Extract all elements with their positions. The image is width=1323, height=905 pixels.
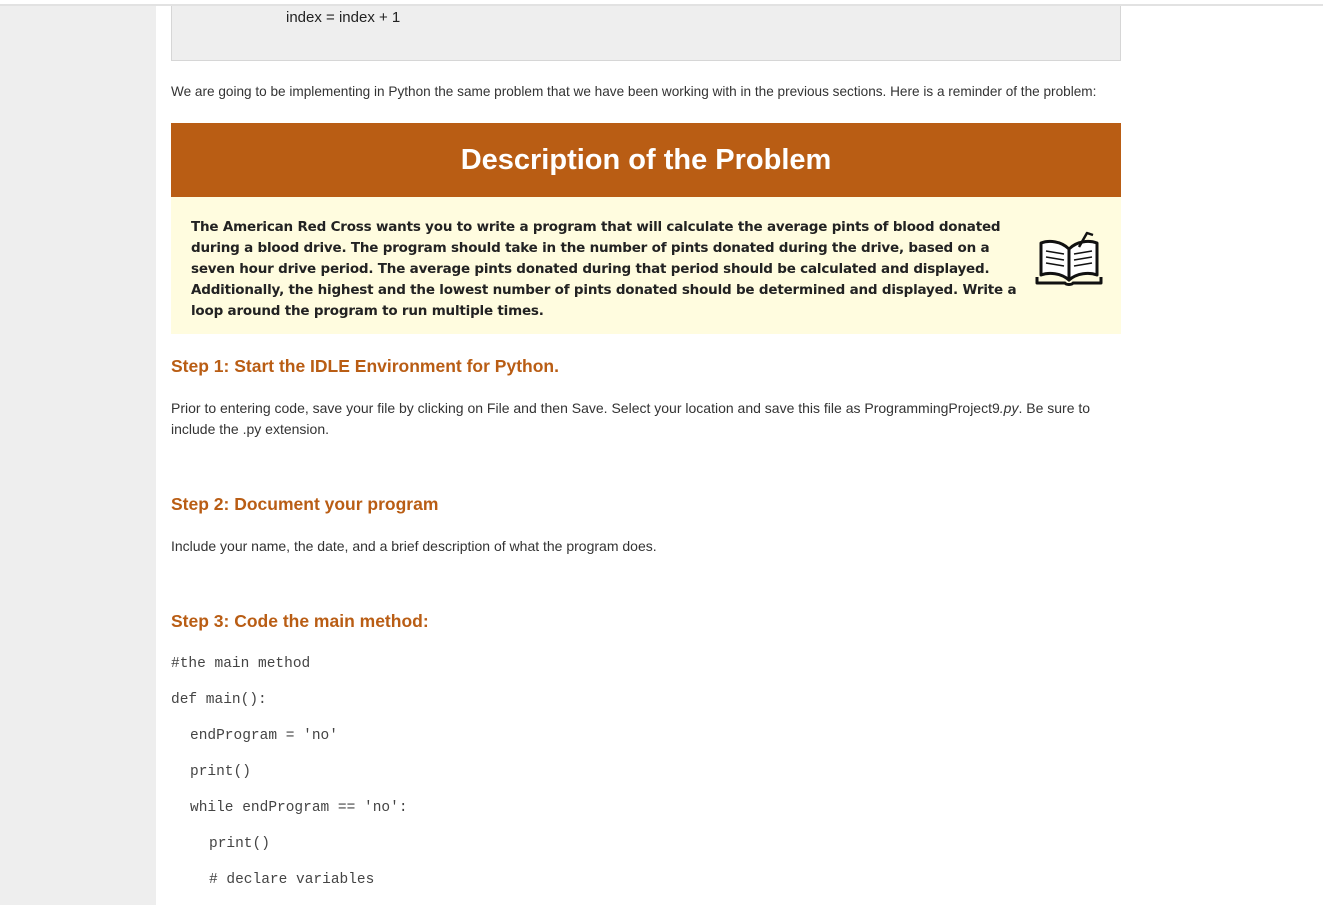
code-line: while endProgram == 'no':	[190, 800, 408, 816]
page-content	[156, 6, 1323, 905]
step-3-heading: Step 3: Code the main method:	[171, 611, 429, 631]
left-gutter	[0, 6, 156, 905]
open-book-icon	[1035, 227, 1103, 287]
step-1-text-after: . Be sure to include the .py extension.	[171, 400, 1091, 437]
problem-description-box	[171, 197, 1121, 334]
code-line-index-increment: index = index + 1	[286, 9, 401, 26]
code-line: endProgram = 'no'	[190, 728, 338, 744]
step-1-heading: Step 1: Start the IDLE Environment for Python.	[171, 356, 559, 376]
step-2-heading: Step 2: Document your program	[171, 494, 439, 514]
code-line: #the main method	[171, 656, 311, 672]
problem-title: Description of the Problem	[171, 123, 1121, 197]
step-1-text-before: Prior to entering code, save your file by clicking on File and then Save. Select your location and save this file as ProgrammingProject9	[171, 400, 1000, 416]
step-1-text-extension: .py	[999, 400, 1019, 416]
code-line: def main():	[171, 692, 267, 708]
code-block-top	[171, 6, 1121, 61]
code-line: # declare variables	[209, 872, 375, 888]
code-line: print()	[190, 764, 251, 780]
step-1-paragraph	[171, 398, 1101, 440]
intro-paragraph: We are going to be implementing in Python the same problem that we have been working with in the previous sections. Here is a reminder of the problem:	[171, 84, 1097, 99]
problem-description-text: The American Red Cross wants you to write a program that will calculate the average pints of blood donated during a blood drive. The program should take in the number of pints donated during the drive, based on a seven hour drive period. The average pints donated during that period should be calculated and displayed. Additionally, the highest and the lowest number of pints donated should be determined and displayed. Write a loop around the program to run multiple times.	[191, 219, 1017, 319]
code-line: print()	[209, 836, 270, 852]
step-2-paragraph: Include your name, the date, and a brief description of what the program does.	[171, 538, 657, 554]
